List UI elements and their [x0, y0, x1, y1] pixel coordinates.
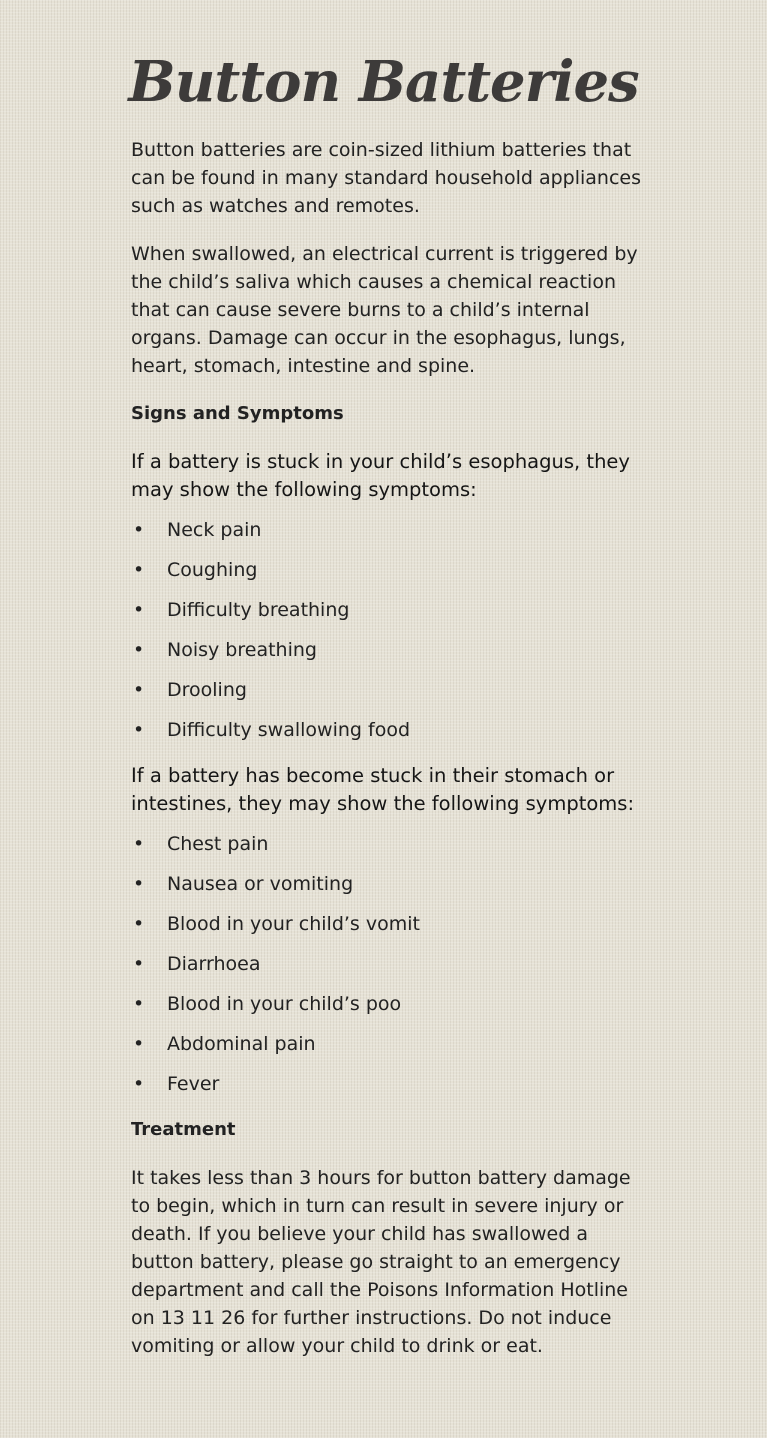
esophagus-lead: If a battery is stuck in your child’s esophagus, they may show the following symptoms:: [131, 450, 630, 501]
bullet-icon: •: [133, 913, 145, 935]
bullet-icon: •: [133, 719, 145, 741]
symptom-text: Blood in your child’s poo: [167, 993, 402, 1015]
list-item: [131, 1030, 651, 1070]
symptom-text: Neck pain: [167, 519, 262, 541]
list-item: [131, 830, 651, 870]
symptom-text: Fever: [167, 1073, 220, 1095]
symptom-text: Nausea or vomiting: [167, 873, 354, 895]
symptom-text: Abdominal pain: [167, 1033, 316, 1055]
page-title: Button Batteries: [128, 49, 639, 115]
list-item: [131, 950, 651, 990]
list-item: [131, 990, 651, 1030]
list-item: [131, 716, 651, 756]
bullet-icon: •: [133, 833, 145, 855]
bullet-icon: •: [133, 679, 145, 701]
list-item: [131, 870, 651, 910]
symptom-text: Diarrhoea: [167, 953, 261, 975]
list-item: [131, 676, 651, 716]
list-item: [131, 556, 651, 596]
symptom-text: Noisy breathing: [167, 639, 317, 661]
bullet-icon: •: [133, 873, 145, 895]
intro-paragraph-1: Button batteries are coin-sized lithium batteries that can be found in many standard household appliances such as watches and remotes.: [131, 139, 641, 217]
bullet-icon: •: [133, 559, 145, 581]
signs-heading: Signs and Symptoms: [131, 403, 344, 424]
bullet-icon: •: [133, 993, 145, 1015]
symptom-text: Chest pain: [167, 833, 269, 855]
article-body: [131, 136, 651, 1380]
bullet-icon: •: [133, 519, 145, 541]
symptom-text: Drooling: [167, 679, 247, 701]
list-item: [131, 596, 651, 636]
bullet-icon: •: [133, 953, 145, 975]
symptom-text: Difficulty breathing: [167, 599, 350, 621]
symptom-text: Difficulty swallowing food: [167, 719, 411, 741]
list-item: [131, 1070, 651, 1110]
list-item: [131, 910, 651, 950]
esophagus-symptom-list: [131, 516, 651, 756]
bullet-icon: •: [133, 599, 145, 621]
stomach-lead: If a battery has become stuck in their stomach or intestines, they may show the following symptoms:: [131, 764, 635, 815]
bullet-icon: •: [133, 639, 145, 661]
treatment-heading: Treatment: [131, 1119, 236, 1140]
treatment-paragraph: It takes less than 3 hours for button battery damage to begin, which in turn can result in severe injury or death. If you believe your child has swallowed a button battery, please go straight to an emergency department and call the Poisons Information Hotline on 13 11 26 for further instructions. Do not induce vomiting or allow your child to drink or eat.: [131, 1167, 631, 1357]
list-item: [131, 516, 651, 556]
stomach-symptom-list: [131, 830, 651, 1110]
symptom-text: Coughing: [167, 559, 258, 581]
bullet-icon: •: [133, 1033, 145, 1055]
list-item: [131, 636, 651, 676]
intro-paragraph-2: When swallowed, an electrical current is triggered by the child’s saliva which causes a chemical reaction that can cause severe burns to a child’s internal organs. Damage can occur in the esophagus, lungs, heart, stomach, intestine and spine.: [131, 243, 638, 377]
bullet-icon: •: [133, 1073, 145, 1095]
symptom-text: Blood in your child’s vomit: [167, 913, 420, 935]
